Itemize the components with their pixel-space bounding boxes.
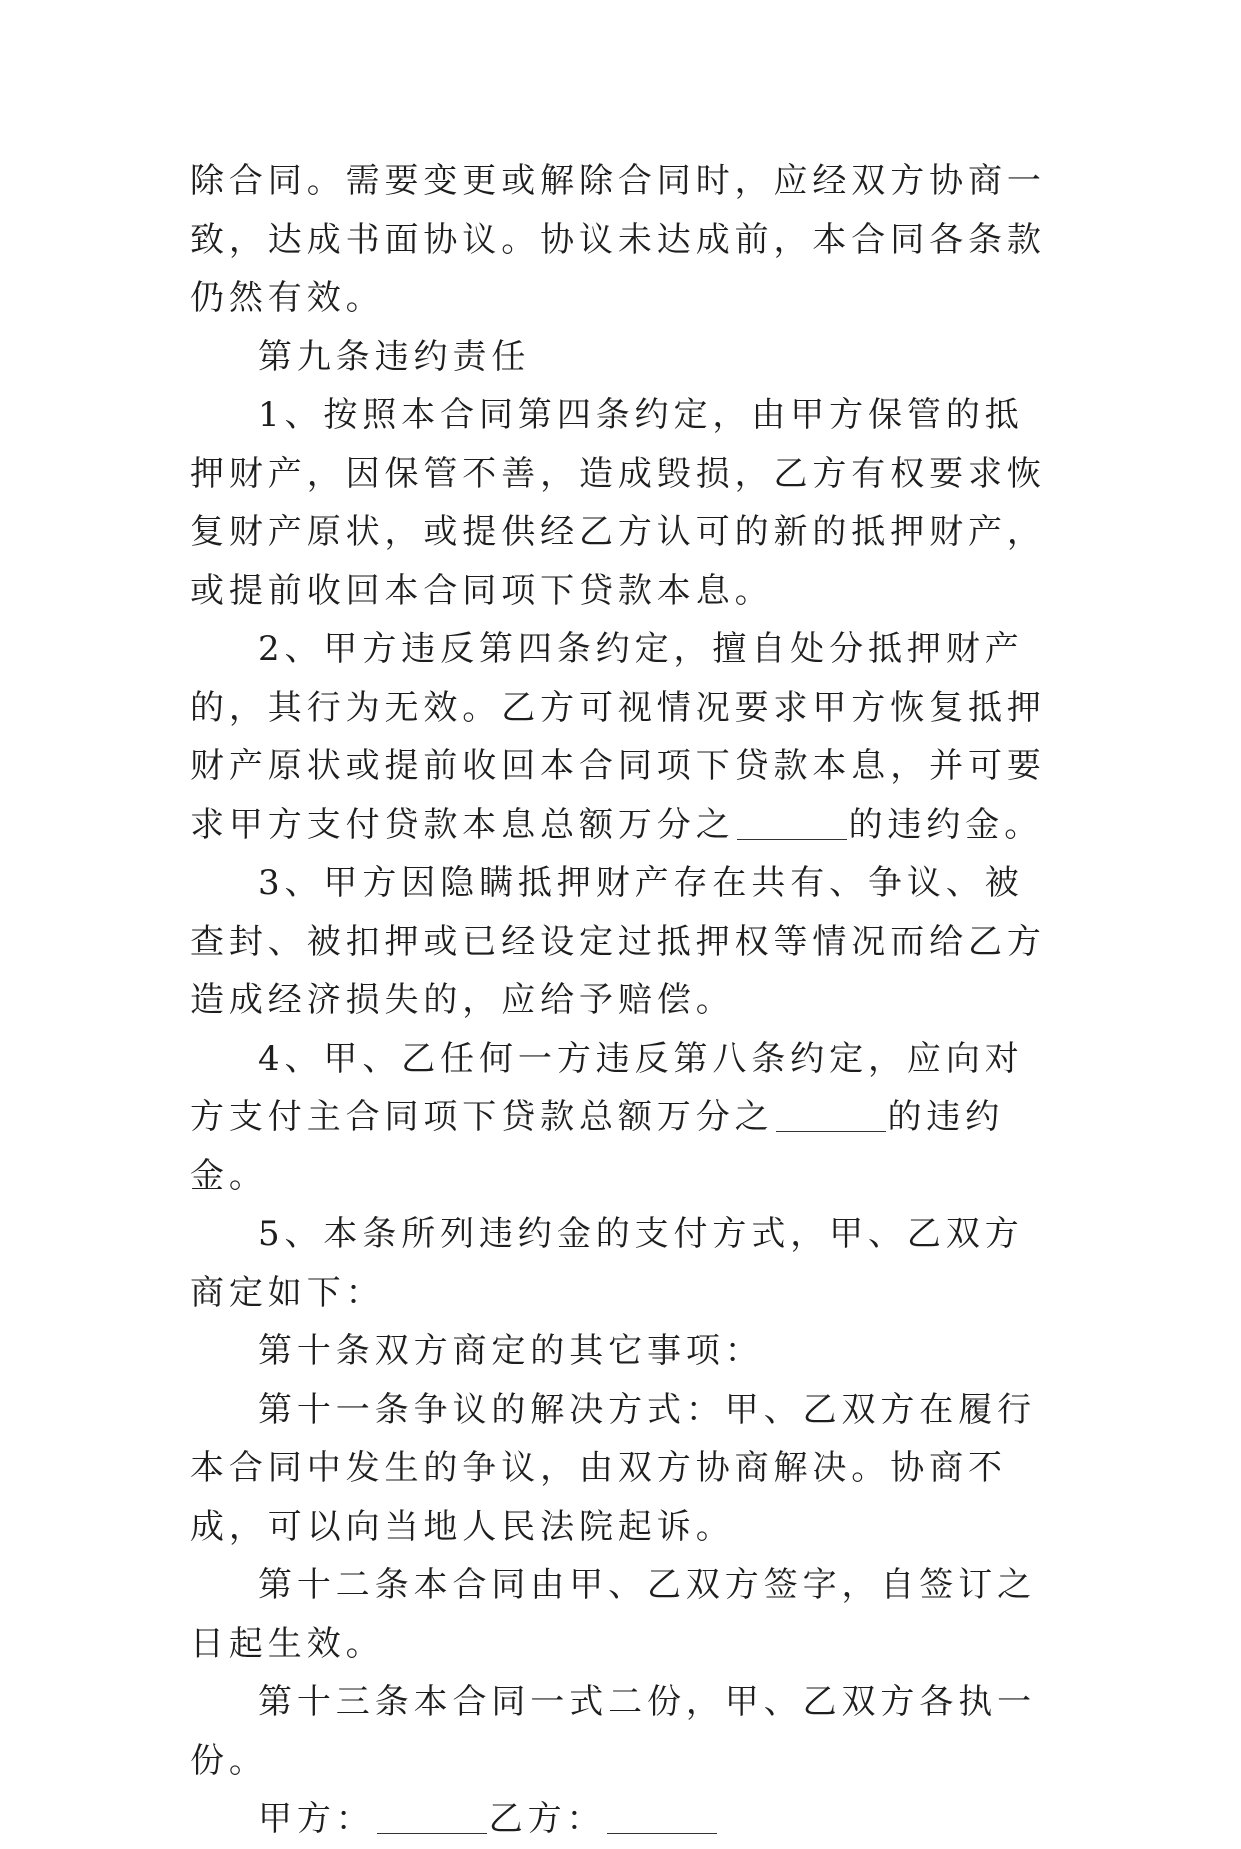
contract-paragraph: 除合同。需要变更或解除合同时，应经双方协商一致，达成书面协议。协议未达成前，本合同各条款仍然有效。: [190, 161, 1046, 318]
article-13: 第十三条本合同一式二份，甲、乙双方各执一份。: [190, 1682, 1036, 1781]
article-12: 第十二条本合同由甲、乙双方签字，自签订之日起生效。: [190, 1565, 1036, 1664]
clause-text: 的违约金。: [848, 804, 1044, 845]
clause-text: 的违约金。: [190, 1097, 1005, 1196]
party-b-signature-blank[interactable]: [607, 1803, 717, 1834]
article-9-heading: 第九条违约责任: [258, 336, 531, 377]
fill-in-blank[interactable]: [737, 809, 847, 840]
party-b-label: 乙方：: [488, 1799, 606, 1839]
article-10: 第十条双方商定的其它事项：: [258, 1331, 764, 1371]
clause-text: 2、甲方违反第四条约定，擅自处分抵押财产的，其行为无效。乙方可视情况要求甲方恢复抵押财产原状或提前收回本合同项下贷款本息，并可要求甲方支付贷款本息总额万分之: [190, 629, 1046, 845]
clause-9-4: [190, 1030, 1052, 1206]
document-page: [190, 152, 1052, 1849]
clause-text: 4、甲、乙任何一方违反第八条约定，应向对方支付主合同项下贷款总额万分之: [190, 1038, 1024, 1137]
signature-line: [190, 1790, 1052, 1849]
article-11: 第十一条争议的解决方式：甲、乙双方在履行本合同中发生的争议，由双方协商解决。协商不成，可以向当地人民法院起诉。: [190, 1389, 1036, 1547]
clause-9-3: 3、甲方因隐瞒抵押财产存在共有、争议、被查封、被扣押或已经设定过抵押权等情况而给乙方造成经济损失的，应给予赔偿。: [190, 863, 1046, 1020]
party-a-signature-blank[interactable]: [377, 1803, 487, 1834]
party-a-label: 甲方：: [258, 1799, 375, 1839]
clause-9-2: [190, 620, 1052, 854]
clause-9-5: 5、本条所列违约金的支付方式，甲、乙双方商定如下：: [190, 1214, 1024, 1313]
fill-in-blank[interactable]: [776, 1101, 886, 1132]
clause-9-1: 1、按照本合同第四条约定，由甲方保管的抵押财产，因保管不善，造成毁损，乙方有权要求恢复财产原状，或提供经乙方认可的新的抵押财产，或提前收回本合同项下贷款本息。: [190, 395, 1046, 611]
